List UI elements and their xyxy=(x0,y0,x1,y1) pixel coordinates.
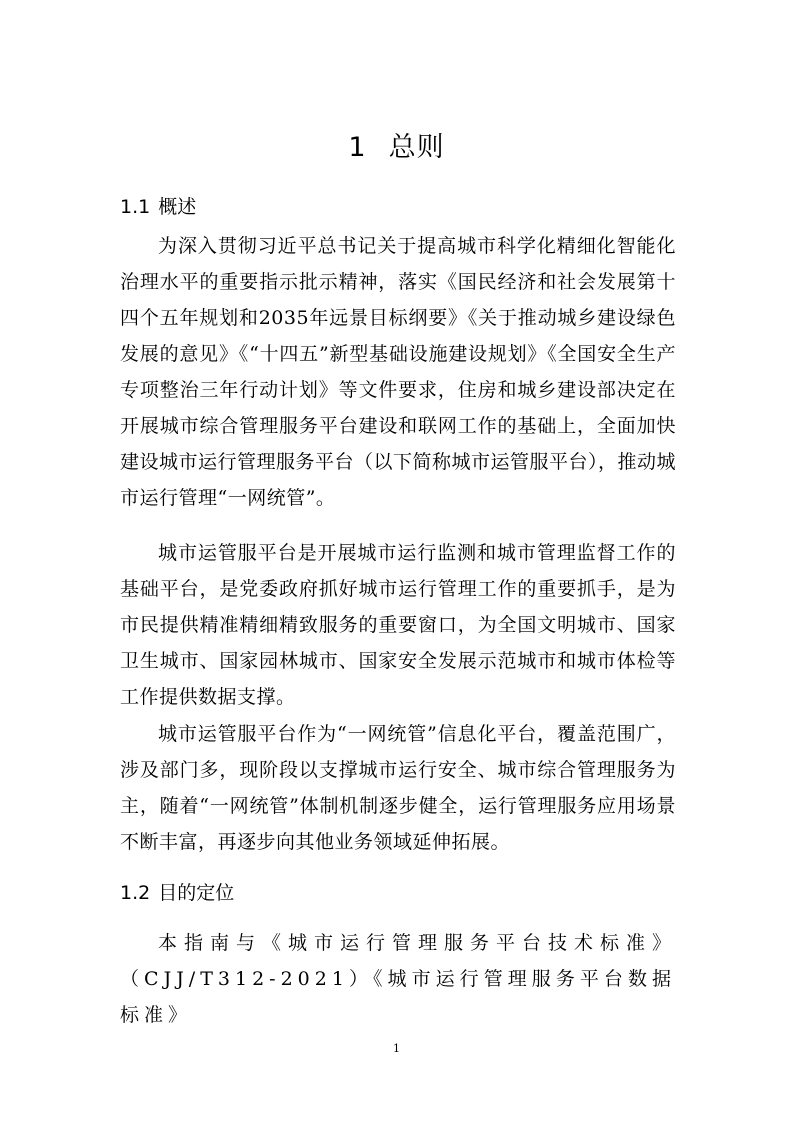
section-number: 1.2 xyxy=(120,882,151,904)
section-title: 目的定位 xyxy=(158,882,235,904)
paragraph: 本指南与《城市运行管理服务平台技术标准》（CJJ/T312-2021）《城市运行管理服务平台数据标准》 xyxy=(120,932,676,1026)
chapter-title xyxy=(0,125,793,164)
paragraph: 为深入贯彻习近平总书记关于提高城市科学化精细化智能化治理水平的重要指示批示精神，落实《国民经济和社会发展第十四个五年规划和2035年远景目标纲要》《关于推动城乡建设绿色发展的意见》《“十四五”新型基础设施建设规划》《全国安全生产专项整治三年行动计划》等文件要求，住房和城乡建设部决定在开展城市综合管理服务平台建设和联网工作的基础上，全面加快建设城市运行管理服务平台（以下简称城市运管服平台），推动城市运行管理“一网统管”。 xyxy=(120,235,677,509)
section-number: 1.1 xyxy=(120,196,151,218)
paragraph: 城市运管服平台作为“一网统管”信息化平台，覆盖范围广，涉及部门多，现阶段以支撑城市运行安全、城市综合管理服务为主，随着“一网统管”体制机制逐步健全，运行管理服务应用场景不断丰富，再逐步向其他业务领域延伸拓展。 xyxy=(120,723,676,853)
section-heading-purpose xyxy=(120,878,234,905)
section-title: 概述 xyxy=(158,196,197,218)
chapter-number: 1 xyxy=(348,132,367,163)
chapter-title-text: 总则 xyxy=(388,132,445,163)
paragraph: 城市运管服平台是开展城市运行监测和城市管理监督工作的基础平台，是党委政府抓好城市运行管理工作的重要抓手，是为市民提供精准精细精致服务的重要窗口，为全国文明城市、国家卫生城市、国家园林城市、国家安全发展示范城市和城市体检等工作提供数据支撑。 xyxy=(120,542,676,708)
section-heading-overview xyxy=(120,192,196,219)
page-number: 1 xyxy=(393,1042,400,1055)
